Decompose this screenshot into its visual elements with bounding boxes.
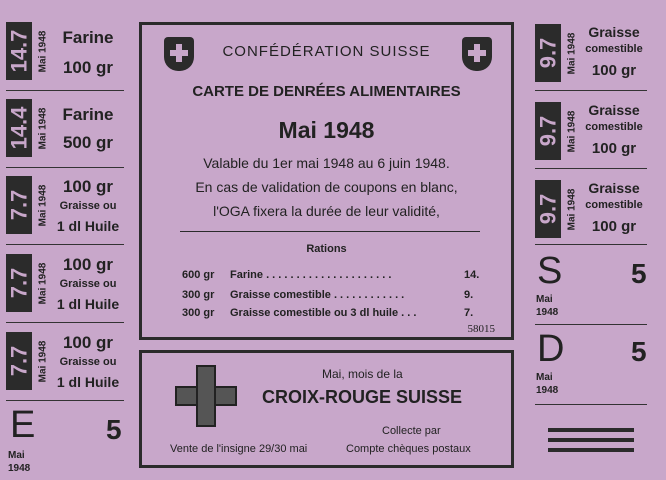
red-cross-line-1: Mai, mois de la <box>322 367 403 381</box>
coupon-month-label: Mai 1948 <box>37 184 49 226</box>
coupon-year: 1948 <box>536 307 559 318</box>
coupon-item: Graisse ou <box>59 200 117 212</box>
red-cross-title: CROIX-ROUGE SUISSE <box>262 387 463 407</box>
main-info-panel <box>139 22 514 340</box>
coupon-letter: E <box>10 404 36 446</box>
coupon-code-badge: 7.7 <box>6 176 32 234</box>
coupon-month: Mai <box>536 294 553 305</box>
red-cross-panel <box>139 350 514 468</box>
coupon-item: Farine <box>62 28 114 47</box>
coupon-code-badge: 9.7 <box>535 24 561 82</box>
red-cross-line-4: Vente de l'insigne 29/30 mai <box>170 443 308 455</box>
coupon-month: Mai <box>8 450 25 461</box>
coupon-item-detail: comestible <box>585 121 643 133</box>
coupon-item-detail: comestible <box>585 199 643 211</box>
ration-row <box>182 269 480 281</box>
coupon-code-badge: 14.4 <box>6 99 32 157</box>
coupon-e[interactable] <box>6 404 124 476</box>
coupon-9-7-b[interactable] <box>535 98 647 169</box>
issuer-header: CONFÉDÉRATION SUISSE <box>222 43 431 60</box>
coupon-letter: D <box>537 328 565 370</box>
coupon-month: Mai <box>536 372 553 383</box>
card-month: Mai 1948 <box>278 117 375 143</box>
ration-item: Farine . . . . . . . . . . . . . . . . . . . . . <box>230 269 392 281</box>
coupon-item: Graisse <box>588 102 640 118</box>
coupon-month-label: Mai 1948 <box>37 107 49 149</box>
coupon-code-badge: 9.7 <box>535 180 561 238</box>
coupon-7-7-b[interactable] <box>6 250 124 323</box>
card-title: CARTE DE DENRÉES ALIMENTAIRES <box>192 83 461 100</box>
serial-number: 58015 <box>467 323 495 335</box>
ration-qty: 300 gr <box>182 307 215 319</box>
coupon-amount: 100 gr <box>591 218 637 235</box>
coupon-points: 5 <box>631 336 647 367</box>
coupon-s[interactable] <box>535 250 647 325</box>
coupon-item: Graisse ou <box>59 278 117 290</box>
coupon-14-7[interactable] <box>6 18 124 91</box>
coupon-amount: 100 gr <box>62 255 114 274</box>
coupon-7-7-a[interactable] <box>6 172 124 245</box>
ration-row <box>182 289 474 301</box>
coupon-month-label: Mai 1948 <box>566 32 578 74</box>
red-cross-icon <box>175 365 237 427</box>
coupon-year: 1948 <box>536 385 559 396</box>
coupon-item-detail: comestible <box>585 43 643 55</box>
coupon-amount: 100 gr <box>591 62 637 79</box>
coupon-alt-item: 1 dl Huile <box>56 296 120 312</box>
coupon-letter: S <box>537 250 563 292</box>
coupon-item: Farine <box>62 105 114 124</box>
coupon-amount: 100 gr <box>62 177 114 196</box>
ration-qty: 300 gr <box>182 289 215 301</box>
coupon-9-7-a[interactable] <box>535 20 647 91</box>
coupon-d[interactable] <box>535 328 647 405</box>
coupon-month-label: Mai 1948 <box>37 340 49 382</box>
coupon-amount: 100 gr <box>62 333 114 352</box>
coupon-month-label: Mai 1948 <box>566 188 578 230</box>
coupon-amount: 100 gr <box>62 58 114 77</box>
coupon-points: 5 <box>106 414 122 445</box>
validity-line-3: l'OGA fixera la durée de leur validité, <box>213 203 440 219</box>
ration-qty: 600 gr <box>182 269 215 281</box>
coupon-points: 5 <box>631 258 647 289</box>
red-cross-line-5: Compte chèques postaux <box>346 443 471 455</box>
decorative-stripes <box>548 428 634 458</box>
validity-line-1: Valable du 1er mai 1948 au 6 juin 1948. <box>203 155 450 171</box>
coupon-code-badge: 7.7 <box>6 332 32 390</box>
divider <box>180 231 480 232</box>
coupon-amount: 500 gr <box>62 133 114 152</box>
ration-item: Graisse comestible . . . . . . . . . . . . <box>230 289 405 301</box>
red-cross-line-3: Collecte par <box>382 425 441 437</box>
coupon-year: 1948 <box>8 463 31 474</box>
coupon-month-label: Mai 1948 <box>37 262 49 304</box>
ration-coupon: 7. <box>464 307 474 319</box>
coupon-month-label: Mai 1948 <box>37 30 49 72</box>
rations-title: Rations <box>306 243 347 255</box>
coupon-month-label: Mai 1948 <box>566 110 578 152</box>
coupon-item: Graisse <box>588 180 640 196</box>
coupon-alt-item: 1 dl Huile <box>56 374 120 390</box>
ration-item: Graisse comestible ou 3 dl huile . . . <box>230 307 417 319</box>
coupon-item: Graisse ou <box>59 356 117 368</box>
ration-coupon: 14. <box>464 269 480 281</box>
coupon-alt-item: 1 dl Huile <box>56 218 120 234</box>
ration-coupon: 9. <box>464 289 474 301</box>
coupon-amount: 100 gr <box>591 140 637 157</box>
coupon-code-badge: 14.7 <box>6 22 32 80</box>
coupon-9-7-c[interactable] <box>535 176 647 245</box>
coupon-7-7-c[interactable] <box>6 328 124 401</box>
ration-row <box>182 307 474 319</box>
coupon-code-badge: 7.7 <box>6 254 32 312</box>
validity-line-2: En cas de validation de coupons en blanc, <box>195 179 458 195</box>
coupon-item: Graisse <box>588 24 640 40</box>
coupon-14-4[interactable] <box>6 95 124 168</box>
coupon-code-badge: 9.7 <box>535 102 561 160</box>
